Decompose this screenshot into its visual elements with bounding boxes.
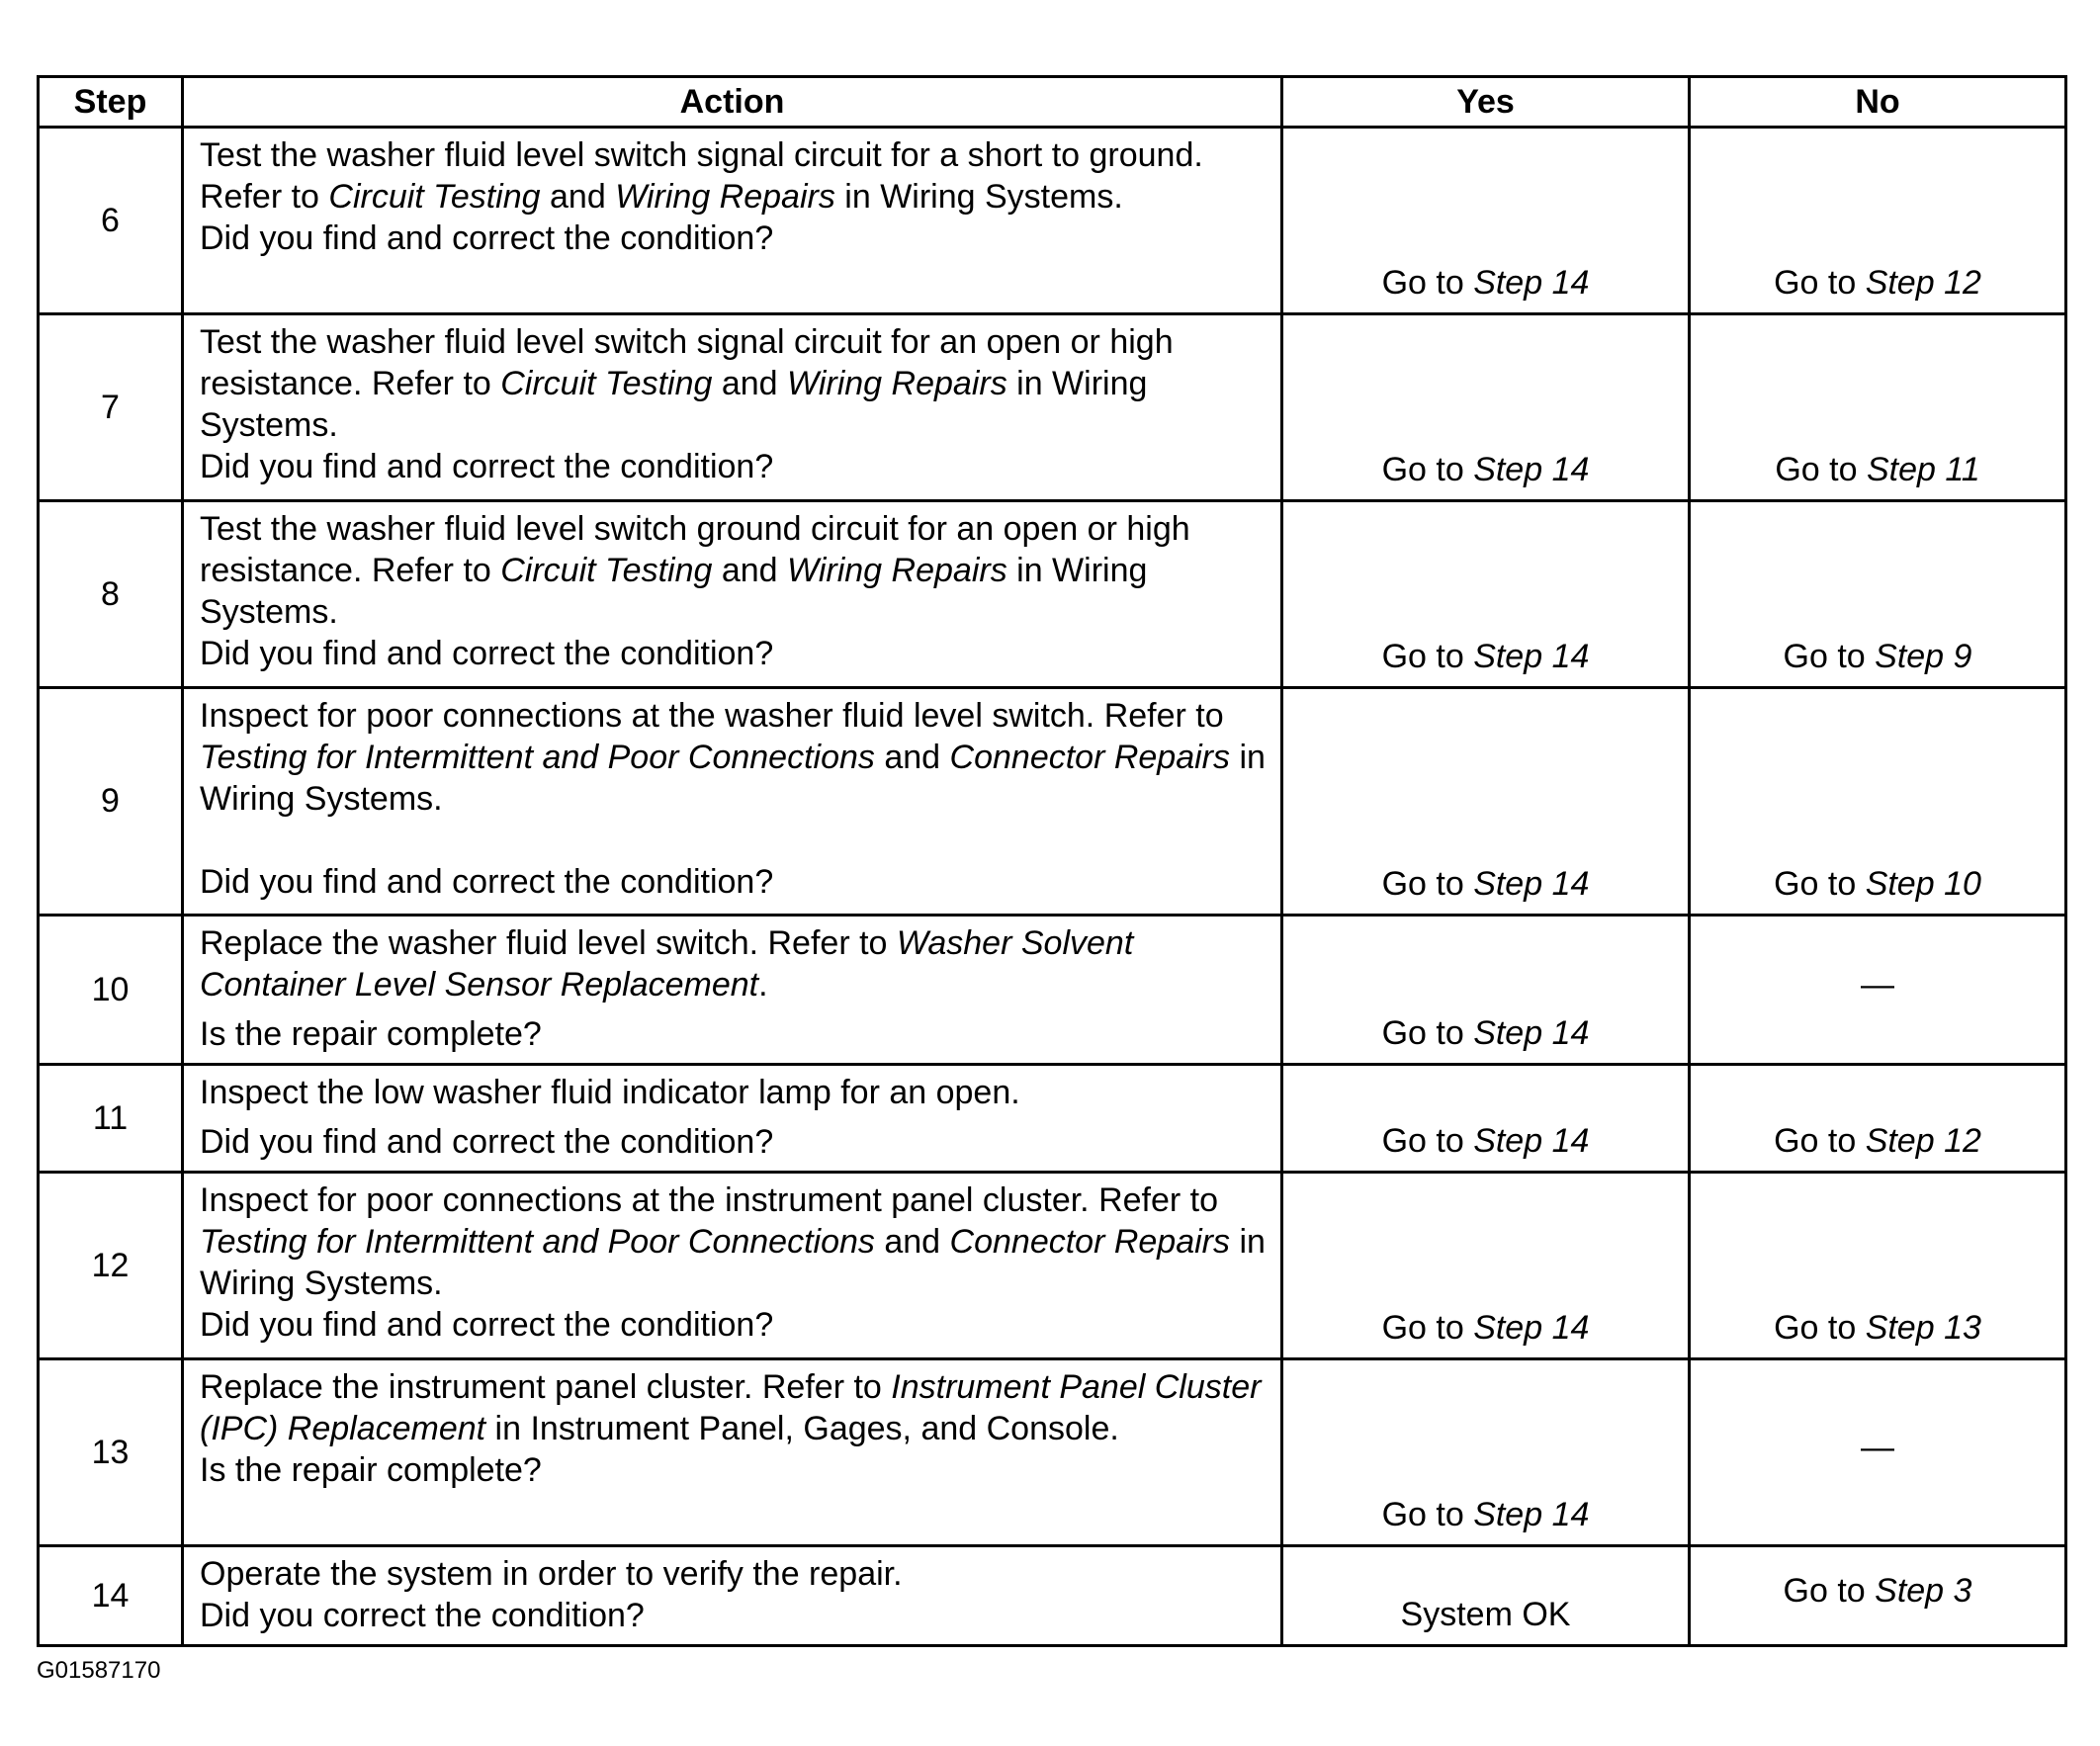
table-row: [39, 128, 2066, 314]
table-row: [39, 916, 2066, 1065]
no-result: Go to Step 11: [1690, 314, 2066, 501]
no-step-reference: Step 9: [1875, 638, 1972, 675]
action-cell: [183, 688, 1282, 916]
table-row: [39, 1173, 2066, 1359]
reference-link: Circuit Testing: [500, 365, 713, 402]
table-row: [39, 501, 2066, 688]
yes-step-reference: Step 14: [1473, 638, 1590, 675]
action-cell: [183, 1546, 1282, 1646]
yes-step-reference: Step 14: [1473, 865, 1590, 903]
reference-link: Testing for Intermittent and Poor Connections: [200, 739, 875, 776]
figure-id: G01587170: [37, 1657, 161, 1684]
action-description: Inspect for poor connections at the instrument panel cluster. Refer to Testing for Intermittent and Poor Connections and Connector Repairs in Wiring Systems.: [200, 1181, 1266, 1302]
yes-result: Go to Step 14: [1282, 916, 1690, 1065]
action-cell: [183, 501, 1282, 688]
step-number: 11: [39, 1065, 183, 1173]
action-question: Did you correct the condition?: [200, 1597, 645, 1634]
step-number: 12: [39, 1173, 183, 1359]
no-step-reference: Step 12: [1865, 1122, 1981, 1160]
action-description: Test the washer fluid level switch ground circuit for an open or high resistance. Refer to Circuit Testing and Wiring Repairs in Wiring Systems.: [200, 510, 1190, 631]
diagnostic-table: [37, 75, 2067, 1647]
reference-link: Circuit Testing: [328, 178, 541, 216]
yes-result: Go to Step 14: [1282, 314, 1690, 501]
action-description: Replace the washer fluid level switch. Refer to Washer Solvent Container Level Sensor Replacement.: [200, 924, 1134, 1004]
step-number: 10: [39, 916, 183, 1065]
step-number: 9: [39, 688, 183, 916]
action-cell: [183, 128, 1282, 314]
table-row: [39, 1359, 2066, 1546]
no-step-reference: Step 3: [1875, 1572, 1972, 1610]
reference-link: Connector Repairs: [949, 739, 1231, 776]
action-question: Did you find and correct the condition?: [200, 1306, 774, 1344]
action-cell: [183, 1065, 1282, 1173]
no-step-reference: Step 13: [1865, 1309, 1981, 1347]
header-no: No: [1690, 77, 2066, 128]
reference-link: Washer Solvent Container Level Sensor Replacement: [200, 924, 1134, 1004]
no-result: Go to Step 12: [1690, 128, 2066, 314]
yes-step-reference: Step 14: [1473, 1014, 1590, 1052]
table-row: [39, 688, 2066, 916]
reference-link: Circuit Testing: [500, 552, 713, 589]
no-result: Go to Step 3: [1690, 1546, 2066, 1646]
yes-result: Go to Step 14: [1282, 1173, 1690, 1359]
reference-link: Wiring Repairs: [615, 178, 835, 216]
no-result: —: [1690, 916, 2066, 1065]
no-step-reference: Step 12: [1865, 264, 1981, 302]
header-yes: Yes: [1282, 77, 1690, 128]
yes-step-reference: Step 14: [1473, 1496, 1590, 1533]
action-question: Did you find and correct the condition?: [200, 863, 774, 901]
no-step-reference: Step 10: [1865, 865, 1981, 903]
yes-result: Go to Step 14: [1282, 1065, 1690, 1173]
action-cell: [183, 1359, 1282, 1546]
step-number: 14: [39, 1546, 183, 1646]
yes-step-reference: Step 14: [1473, 451, 1590, 488]
no-result: Go to Step 10: [1690, 688, 2066, 916]
header-action: Action: [183, 77, 1282, 128]
header-step: Step: [39, 77, 183, 128]
yes-result: System OK: [1282, 1546, 1690, 1646]
yes-result: Go to Step 14: [1282, 1359, 1690, 1546]
no-result: Go to Step 12: [1690, 1065, 2066, 1173]
reference-link: Instrument Panel Cluster (IPC) Replacement: [200, 1368, 1262, 1447]
yes-step-reference: Step 14: [1473, 264, 1590, 302]
step-number: 8: [39, 501, 183, 688]
reference-link: Testing for Intermittent and Poor Connections: [200, 1223, 875, 1261]
action-question: Did you find and correct the condition?: [200, 448, 774, 485]
action-description: Operate the system in order to verify the repair.: [200, 1555, 903, 1593]
action-question: Did you find and correct the condition?: [200, 635, 774, 672]
table-row: [39, 1065, 2066, 1173]
action-question: Is the repair complete?: [200, 1451, 542, 1489]
reference-link: Wiring Repairs: [787, 552, 1007, 589]
step-number: 7: [39, 314, 183, 501]
action-cell: [183, 1173, 1282, 1359]
action-description: Inspect the low washer fluid indicator lamp for an open.: [200, 1074, 1020, 1111]
reference-link: Wiring Repairs: [787, 365, 1007, 402]
action-question: Did you find and correct the condition?: [200, 1123, 774, 1161]
yes-step-reference: Step 14: [1473, 1122, 1590, 1160]
table-header-row: [39, 77, 2066, 128]
action-description: Inspect for poor connections at the washer fluid level switch. Refer to Testing for Intermittent and Poor Connections and Connector Repairs in Wiring Systems.: [200, 697, 1266, 818]
action-cell: [183, 314, 1282, 501]
no-step-reference: Step 11: [1866, 451, 1980, 488]
yes-result: Go to Step 14: [1282, 688, 1690, 916]
no-result: —: [1690, 1359, 2066, 1546]
action-cell: [183, 916, 1282, 1065]
table-row: [39, 314, 2066, 501]
action-question: Is the repair complete?: [200, 1015, 542, 1053]
no-result: Go to Step 9: [1690, 501, 2066, 688]
no-result: Go to Step 13: [1690, 1173, 2066, 1359]
yes-result: Go to Step 14: [1282, 128, 1690, 314]
action-question: Did you find and correct the condition?: [200, 219, 774, 257]
action-description: Replace the instrument panel cluster. Refer to Instrument Panel Cluster (IPC) Replacement in Instrument Panel, Gages, and Console.: [200, 1368, 1262, 1447]
step-number: 6: [39, 128, 183, 314]
step-number: 13: [39, 1359, 183, 1546]
reference-link: Connector Repairs: [949, 1223, 1231, 1261]
action-description: Test the washer fluid level switch signal circuit for a short to ground. Refer to Circuit Testing and Wiring Repairs in Wiring Systems.: [200, 136, 1203, 216]
action-description: Test the washer fluid level switch signal circuit for an open or high resistance. Refer to Circuit Testing and Wiring Repairs in Wiring Systems.: [200, 323, 1174, 444]
diagnostic-table-container: [37, 75, 2064, 1647]
yes-result: Go to Step 14: [1282, 501, 1690, 688]
yes-step-reference: Step 14: [1473, 1309, 1590, 1347]
table-row: [39, 1546, 2066, 1646]
